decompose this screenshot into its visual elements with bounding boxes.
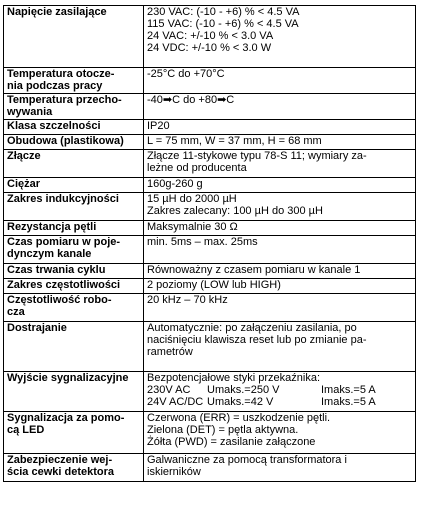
table-row [4,6,416,68]
value-line: -25°C do +70°C [147,68,225,80]
spec-label [4,135,144,150]
spec-value [144,372,416,412]
value-line: Zielona (DET) = pętla aktywna. [147,424,299,436]
spec-value [144,264,416,279]
relay-imax: Imaks.=5 A [321,384,376,396]
spec-value [144,150,416,178]
table-row [4,120,416,135]
value-line: Złącze 11-stykowe typu 78-S 11; wymiary za- [147,150,367,162]
value-line: leżne od producenta [147,162,247,174]
value-line: IP20 [147,120,170,132]
relay-voltage: 24V AC/DC [147,396,204,408]
table-row [4,372,416,412]
spec-value [144,178,416,193]
value-line: 24 VAC: +/-10 % < 3.0 VA [147,30,274,42]
spec-label [4,322,144,372]
value-line: 230 VAC: (-10 - +6) % < 4.5 VA [147,6,300,18]
spec-label [4,193,144,221]
table-row [4,279,416,294]
specification-table [3,5,416,482]
label-line: Zakres indukcyjności [7,193,119,205]
value-line: 15 µH do 2000 µH [147,193,237,205]
spec-value [144,135,416,150]
label-line: Czas pomiaru w poje- [7,236,121,248]
spec-label [4,412,144,454]
relay-spec-row [147,396,413,408]
spec-label [4,150,144,178]
spec-label [4,120,144,135]
spec-value [144,68,416,94]
table-row [4,322,416,372]
table-row [4,150,416,178]
spec-value [144,94,416,120]
relay-umax: Umaks.=250 V [207,384,280,396]
label-line: Sygnalizacja za pomo- [7,412,125,424]
label-line: Obudowa (plastikowa) [7,135,124,147]
value-line: Żółta (PWD) = zasilanie załączone [147,436,316,448]
label-line: Temperatura przecho- [7,94,122,106]
spec-label [4,68,144,94]
value-line: naciśnięciu klawisza reset lub po zmianie pa- [147,334,367,346]
value-line: Galwaniczne za pomocą transformatora i [147,454,347,466]
label-line: Złącze [7,150,41,162]
label-line: wywania [7,106,53,118]
label-line: Zabezpieczenie wej- [7,454,113,466]
spec-value [144,412,416,454]
table-row [4,94,416,120]
label-line: Ciężar [7,178,41,190]
table-row [4,294,416,322]
spec-label [4,294,144,322]
value-line: -40➡C do +80➡C [147,94,235,106]
spec-label [4,279,144,294]
label-line: Wyjście sygnalizacyjne [7,372,129,384]
spec-value [144,294,416,322]
label-line: nia podczas pracy [7,80,103,92]
relay-umax: Umaks.=42 V [207,396,274,408]
value-line: 20 kHz – 70 kHz [147,294,228,306]
label-line: Klasa szczelności [7,120,101,132]
spec-label [4,264,144,279]
value-line: 2 poziomy (LOW lub HIGH) [147,279,281,291]
label-line: Dostrajanie [7,322,67,334]
spec-label [4,372,144,412]
spec-label [4,178,144,193]
spec-value [144,236,416,264]
value-line: L = 75 mm, W = 37 mm, H = 68 mm [147,135,322,147]
spec-value [144,6,416,68]
label-line: Temperatura otocze- [7,68,115,80]
table-row [4,193,416,221]
value-line: Automatycznie: po załączeniu zasilania, po [147,322,357,334]
value-line: 24 VDC: +/-10 % < 3.0 W [147,42,272,54]
label-line: dynczym kanale [7,248,92,260]
label-line: Zakres częstotliwości [7,279,121,291]
spec-value [144,322,416,372]
spec-value [144,454,416,482]
spec-label [4,6,144,68]
value-line: Równoważny z czasem pomiaru w kanale 1 [147,264,361,276]
value-line: rametrów [147,346,193,358]
value-line: Zakres zalecany: 100 µH do 300 µH [147,205,323,217]
value-line: Maksymalnie 30 Ω [147,221,238,233]
spec-label [4,221,144,236]
value-line: Czerwona (ERR) = uszkodzenie pętli. [147,412,331,424]
label-line: Częstotliwość robo- [7,294,112,306]
value-line: min. 5ms – max. 25ms [147,236,258,248]
spec-value [144,221,416,236]
value-line: 160g-260 g [147,178,203,190]
label-line: Czas trwania cyklu [7,264,106,276]
spec-label [4,94,144,120]
value-line: 115 VAC: (-10 - +6) % < 4.5 VA [147,18,299,30]
table-row [4,412,416,454]
label-line: Napięcie zasilające [7,6,107,18]
table-row [4,68,416,94]
value-line: Bezpotencjałowe styki przekaźnika: [147,372,321,384]
value-line: iskierników [147,466,201,478]
table-row [4,221,416,236]
spec-value [144,193,416,221]
spec-label [4,454,144,482]
table-row [4,178,416,193]
spec-label [4,236,144,264]
relay-spec-row [147,384,413,396]
table-row [4,236,416,264]
relay-imax: Imaks.=5 A [321,396,376,408]
table-row [4,135,416,150]
relay-voltage: 230V AC [147,384,191,396]
label-line: Rezystancja pętli [7,221,97,233]
label-line: ścia cewki detektora [7,466,115,478]
label-line: cza [7,306,25,318]
label-line: cą LED [7,424,45,436]
table-row [4,264,416,279]
table-row [4,454,416,482]
spec-value [144,120,416,135]
spec-value [144,279,416,294]
